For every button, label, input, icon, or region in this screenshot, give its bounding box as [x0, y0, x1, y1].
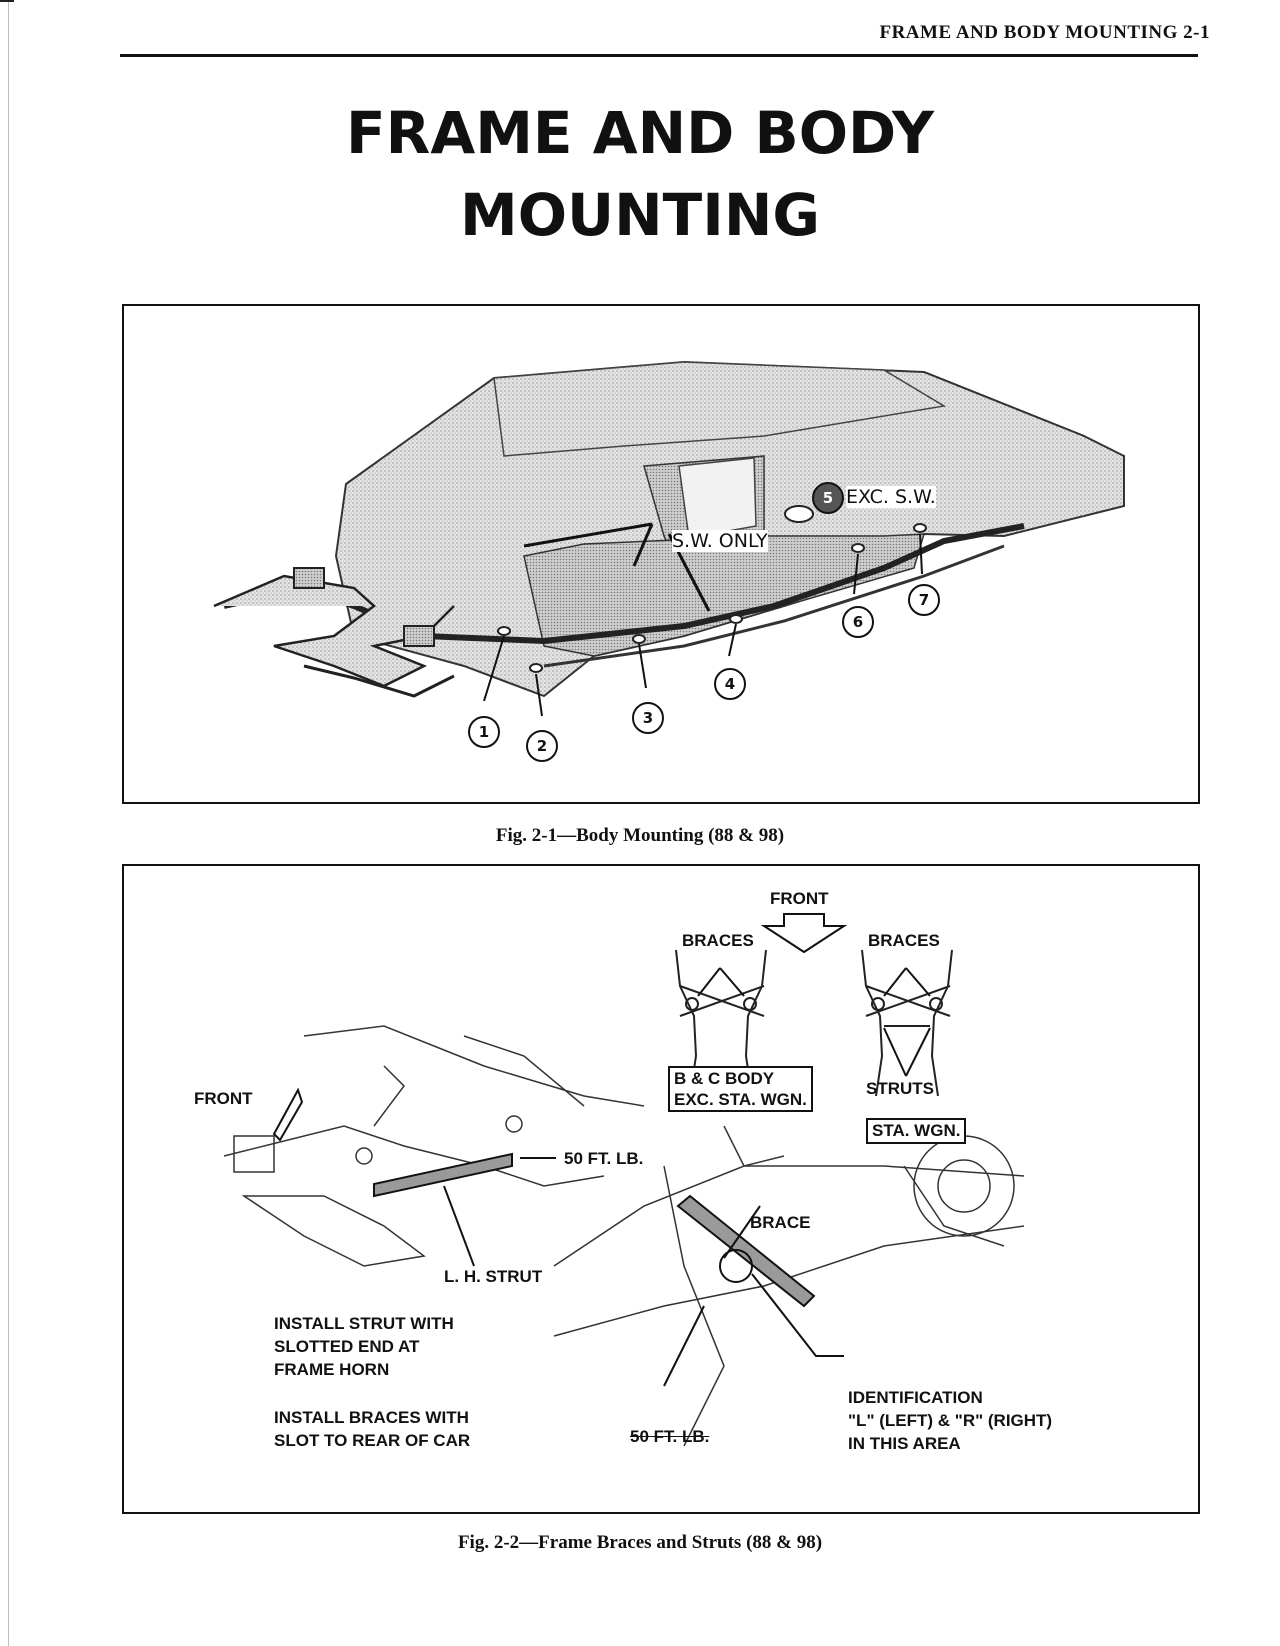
header-rule [120, 54, 1198, 57]
label-torque-1: 50 FT. LB. [564, 1149, 644, 1168]
front-arrow-left [274, 1090, 302, 1140]
label-braces-right: BRACES [868, 931, 940, 950]
callout-leader-4 [729, 624, 736, 656]
braces-right-arrows [884, 968, 930, 996]
identification-circle [720, 1250, 752, 1282]
note-install-braces-line-2: SLOT TO REAR OF CAR [274, 1431, 471, 1450]
label-exc-sw: EXC. S.W. [846, 486, 936, 508]
label-body-box [668, 1066, 813, 1112]
note-install-strut-line-1: INSTALL STRUT WITH [274, 1314, 454, 1333]
callout-7: 7 [908, 584, 940, 616]
note-identification [848, 1386, 1052, 1455]
struts-arrows [884, 1028, 930, 1076]
lh-strut-bar [374, 1154, 512, 1196]
callout-5: 5 [812, 482, 844, 514]
note-install-strut-line-3: FRAME HORN [274, 1360, 390, 1379]
note-install-braces [274, 1406, 470, 1452]
front-crossmember-drawing [224, 1026, 644, 1266]
running-header: FRAME AND BODY MOUNTING 2-1 [879, 22, 1210, 43]
mount-hole-3 [633, 635, 645, 643]
figure-2-caption: Fig. 2-2—Frame Braces and Struts (88 & 98) [457, 1532, 823, 1553]
label-struts: STRUTS [866, 1079, 934, 1098]
mount-hole-1 [498, 627, 510, 635]
mount-hole-6 [852, 544, 864, 552]
label-sw-only: S.W. ONLY [672, 530, 768, 552]
page-edge-tick [0, 0, 14, 2]
mount-hole-5 [785, 506, 813, 522]
callout-1: 1 [468, 716, 500, 748]
page-title-line-2: MOUNTING [460, 181, 820, 249]
body-box-line-2: EXC. STA. WGN. [674, 1090, 807, 1109]
engine-mount-left [294, 568, 324, 588]
figure-body-mounting [122, 304, 1200, 804]
label-sta-wgn-box: STA. WGN. [866, 1118, 966, 1144]
body-box-line-1: B & C BODY [674, 1069, 775, 1088]
torque-arrow-2 [664, 1306, 704, 1386]
mount-hole-2 [530, 664, 542, 672]
note-identification-line-2: "L" (LEFT) & "R" (RIGHT) [848, 1411, 1053, 1430]
figure-1-caption: Fig. 2-1—Body Mounting (88 & 98) [495, 825, 785, 846]
label-front-left: FRONT [194, 1089, 253, 1108]
label-torque-2: 50 FT. LB. [630, 1427, 710, 1446]
label-lh-strut: L. H. STRUT [444, 1267, 543, 1286]
note-install-braces-line-1: INSTALL BRACES WITH [274, 1408, 469, 1427]
label-front-top: FRONT [770, 889, 829, 908]
callout-4: 4 [714, 668, 746, 700]
page-title-line-1: FRAME AND BODY [346, 99, 934, 167]
mount-hole-7 [914, 524, 926, 532]
label-brace: BRACE [750, 1213, 811, 1232]
note-install-strut [274, 1312, 454, 1381]
body-mounting-illustration [124, 306, 1198, 802]
page-title [0, 92, 1280, 256]
front-arrow-down [764, 914, 844, 952]
mount-hole-4 [730, 615, 742, 623]
braces-left-arrows [698, 968, 744, 996]
lh-strut-leader [444, 1186, 474, 1266]
callout-6: 6 [842, 606, 874, 638]
callout-3: 3 [632, 702, 664, 734]
figure-frame-braces [122, 864, 1200, 1514]
note-install-strut-line-2: SLOTTED END AT [274, 1337, 420, 1356]
note-identification-line-3: IN THIS AREA [848, 1434, 961, 1453]
label-braces-left: BRACES [682, 931, 754, 950]
note-identification-line-1: IDENTIFICATION [848, 1388, 983, 1407]
callout-2: 2 [526, 730, 558, 762]
window-frame [679, 458, 756, 538]
engine-mount-right [404, 626, 434, 646]
